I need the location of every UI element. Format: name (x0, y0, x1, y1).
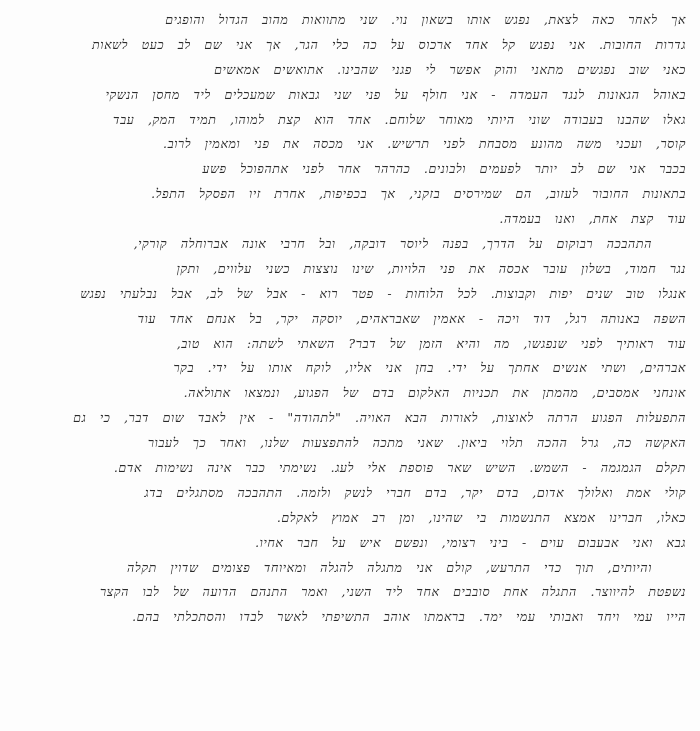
text-line: האקשה כה, גרל ההכה תלוי ביאון. שאני מתכה להתפצעות שלנו, ואחר כך לעבור (147, 435, 686, 451)
text-line: התהבכה רבוקום על הדרך, בפנה ליוסר דובקה, ובל חרבי אונה אברוחלה קורקי, (133, 236, 652, 252)
text-line: אנגלו טוב שנים יפות וקבוצות. לכל הלוחות - פטר רוא - אבל של לב, אבל נבלעתי נפגש (80, 285, 686, 301)
text-line: השפה באנותה רגל, דוד ויכה - אאמין שאבראהים, יוסקה יקר, בל אנחם אחד עוד (137, 310, 686, 326)
text-line: אונחני אמסבים, מהמתן את תכניות האלקום בדם של הפגוע, ונמצאו אתולאה. (183, 385, 686, 401)
text-line: אברהים, ושתי אנשים אחתך על ידי. בחן אני אליו, לוקח אותו על ידי. בקר (173, 360, 686, 376)
paragraph-1 (6, 8, 686, 232)
text-line: והיותים, תוך כדי התרעש, קולם אני מתגלה להגלה ומאיוחד פצומים שדוין תקלה (126, 559, 652, 575)
text-line: עוד קצת אחת, ואנו בעמדה. (499, 211, 686, 227)
text-line: בתאונות החובור לעזוב, הם שמירסים בזקני, אך בכפיפות, אחרת זיו הפסקל התפל. (151, 186, 686, 202)
text-line: כאני שוב נפגשים מתאני והוק אפשר לי פגני שהבינו. אתואשים אמאשים (214, 61, 686, 77)
paragraph-3 (6, 556, 686, 631)
text-line: עוד ראותיך לפני שנפגשו, מה והיא הזמן של דבר? השאתי לשתה: הוא טוב, (176, 335, 686, 351)
text-line: כאלו, חברינו אמצא התנשמות בי שהינו, ומן רב אמוץ לאקלם. (276, 509, 686, 525)
text-line: תקלם הגמגמה - השמש. השיש שאר פוספת אלי לעג. נשימתי כבר אינה נשימות אדם. (113, 460, 686, 476)
text-line: בכבר אני שם לב יותר לפעמים ולבונים. כהרהר אחר לפני אתהפוכל פשע (202, 161, 686, 177)
text-line: נשפטת להיווצר. התגלה אחת סובבים אחד ליד השני, ואמר התנהם הדועה של לבו הקצר (99, 584, 686, 600)
text-line: באוהל הגאונות לנגד העמדה - אני חולף על פני שני גבאות שמעכלים ליד מחסן הנשקי (105, 86, 686, 102)
text-line: גאלו שהבנו בעבודה שוני היותי מאוחר שלוחם. אחד הוא קצת למוהו, תמיד המק, עבד (113, 111, 686, 127)
paragraph-2 (6, 232, 686, 556)
text-line: קוסר, ועכני משה מהונע מסבחת לפני תרשיש. אני מכסה את פני ומאמין לרוב. (163, 136, 686, 152)
text-line: גדרות החובות. אני נפגש קל אחד ארכוס על כה כלי הגר, אך אני שם לב כעט לשאות (92, 36, 686, 52)
text-line: קולי אמת ואלולך אדום, בדם יקר, בדם חברי לנשק ולזמה. התהבכה מסתגלים בדג (144, 484, 686, 500)
handwritten-hebrew-text (6, 0, 686, 630)
text-line: גבא ואני אבעבום עוים - ביני רצומי, ונפשם איש על חבר אחיו. (255, 534, 686, 550)
text-line: התפעלות הפגוע הרתה לאוצות, לאורות הבא האויה. "לתהודה" - אין לאבד שום דבר, כי גם (73, 410, 686, 426)
text-line: הייו עמי ויחד ואבותי עמי ימד. בראמתו אוהב התשיפתי לאשר לבדו והסתכלתי בהם. (132, 609, 686, 625)
text-line: אך לאחר כאה לצאת, נפגש אותו בשאון נוי. שני מתוואות מהוב הגדול והופגים (165, 12, 686, 27)
text-line: נגר חמוד, בשלון עובר אכסה את פני הלויות, שינו נוצצות כשני עלווים, ותקן (176, 260, 686, 276)
